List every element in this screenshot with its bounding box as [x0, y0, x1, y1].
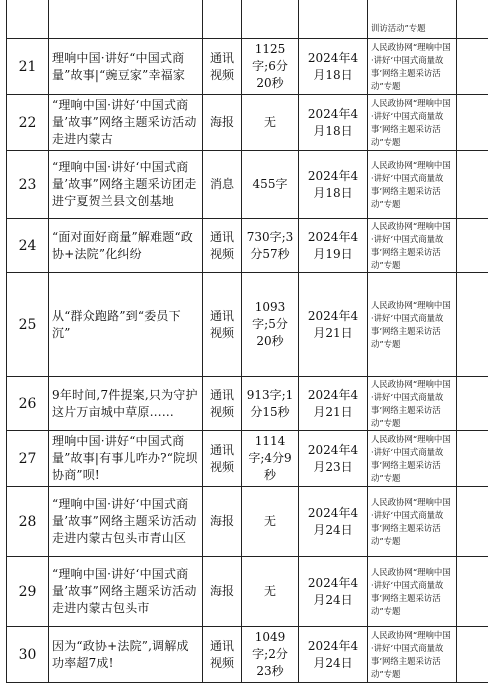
cell-no	[7, 0, 49, 39]
table-row	[7, 219, 488, 273]
cell-remark	[457, 219, 488, 273]
cell-no: 23	[7, 151, 49, 219]
cell-date: 2024年4月18日	[299, 151, 368, 219]
cell-no: 27	[7, 431, 49, 487]
cell-no: 30	[7, 627, 49, 683]
cell-column: 人民政协网“理响中国·讲好‘中国式商量故事’网络主题采访活动”专题	[368, 39, 457, 95]
cell-date: 2024年4月24日	[299, 627, 368, 683]
cell-remark	[457, 95, 488, 151]
table-row	[7, 273, 488, 377]
cell-remark	[457, 627, 488, 683]
table-row	[7, 431, 488, 487]
cell-column: 人民政协网“理响中国·讲好‘中国式商量故事’网络主题采访活动”专题	[368, 219, 457, 273]
cell-length: 无	[242, 487, 299, 557]
cell-type: 海报	[203, 487, 242, 557]
cell-no: 26	[7, 377, 49, 431]
cell-column: 人民政协网“理响中国·讲好‘中国式商量故事’网络主题采访活动”专题	[368, 273, 457, 377]
cell-remark	[457, 487, 488, 557]
cell-type: 通讯视频	[203, 39, 242, 95]
cell-column: 人民政协网“理响中国·讲好‘中国式商量故事’网络主题采访活动”专题	[368, 377, 457, 431]
cell-title: “理响中国·讲好‘中国式商量’故事”网络主题采访活动走进内蒙古	[49, 95, 203, 151]
cell-column: 人民政协网“理响中国·讲好‘中国式商量故事’网络主题采访活动”专题	[368, 95, 457, 151]
cell-date: 2024年4月21日	[299, 377, 368, 431]
cell-length: 913字;1分15秒	[242, 377, 299, 431]
cell-type: 通讯视频	[203, 273, 242, 377]
cell-type: 海报	[203, 95, 242, 151]
cell-type: 通讯视频	[203, 627, 242, 683]
cell-remark	[457, 377, 488, 431]
cell-title: “理响中国·讲好‘中国式商量’故事”网络主题采访活动走进内蒙古包头市	[49, 557, 203, 627]
table-row	[7, 627, 488, 683]
cell-date: 2024年4月24日	[299, 557, 368, 627]
cell-title: 从“群众跑路”到“委员下沉”	[49, 273, 203, 377]
cell-type	[203, 0, 242, 39]
cell-no: 25	[7, 273, 49, 377]
cell-length: 1093字;5分20秒	[242, 273, 299, 377]
cell-remark	[457, 431, 488, 487]
cell-title	[49, 0, 203, 39]
table-row	[7, 557, 488, 627]
cell-date: 2024年4月21日	[299, 273, 368, 377]
cell-column: 人民政协网“理响中国·讲好‘中国式商量故事’网络主题采访活动”专题	[368, 487, 457, 557]
cell-title: 理响中国·讲好“中国式商量”故事|“豌豆家”幸福家	[49, 39, 203, 95]
works-table	[6, 0, 488, 683]
cell-type: 通讯视频	[203, 431, 242, 487]
cell-length: 455字	[242, 151, 299, 219]
cell-no: 28	[7, 487, 49, 557]
cell-title: 因为“政协+法院”,调解成功率超7成!	[49, 627, 203, 683]
table-row	[7, 487, 488, 557]
cell-column: 人民政协网“理响中国·讲好‘中国式商量故事’网络主题采访活动”专题	[368, 431, 457, 487]
cell-date: 2024年4月23日	[299, 431, 368, 487]
cell-no: 22	[7, 95, 49, 151]
cell-length	[242, 0, 299, 39]
cell-remark	[457, 151, 488, 219]
cell-title: 理响中国·讲好“中国式商量”故事|有事儿咋办?“院坝协商”呗!	[49, 431, 203, 487]
table-row-partial	[7, 0, 488, 39]
cell-length: 无	[242, 557, 299, 627]
cell-no: 21	[7, 39, 49, 95]
cell-date: 2024年4月18日	[299, 39, 368, 95]
cell-date	[299, 0, 368, 39]
cell-no: 29	[7, 557, 49, 627]
cell-type: 海报	[203, 557, 242, 627]
cell-column: 训访活动”专题	[368, 0, 457, 39]
cell-date: 2024年4月18日	[299, 95, 368, 151]
cell-length: 1114字;4分9秒	[242, 431, 299, 487]
cell-column: 人民政协网“理响中国·讲好‘中国式商量故事’网络主题采访活动”专题	[368, 557, 457, 627]
cell-title: “理响中国·讲好‘中国式商量’故事”网络主题采访团走进宁夏贺兰县文创基地	[49, 151, 203, 219]
table-row	[7, 95, 488, 151]
table-row	[7, 377, 488, 431]
cell-length: 1125字;6分20秒	[242, 39, 299, 95]
cell-remark	[457, 39, 488, 95]
cell-no: 24	[7, 219, 49, 273]
cell-title: 9年时间,7件提案,只为守护这片万亩城中草原……	[49, 377, 203, 431]
cell-date: 2024年4月19日	[299, 219, 368, 273]
cell-date: 2024年4月24日	[299, 487, 368, 557]
cell-title: “面对面好商量”解难题“政协+法院”化纠纷	[49, 219, 203, 273]
table-row	[7, 151, 488, 219]
cell-length: 1049字;2分23秒	[242, 627, 299, 683]
cell-remark	[457, 273, 488, 377]
cell-length: 730字;3分57秒	[242, 219, 299, 273]
cell-column: 人民政协网“理响中国·讲好‘中国式商量故事’网络主题采访活动”专题	[368, 627, 457, 683]
cell-remark	[457, 0, 488, 39]
cell-type: 通讯视频	[203, 219, 242, 273]
table-row	[7, 39, 488, 95]
cell-title: “理响中国·讲好‘中国式商量’故事”网络主题采访活动走进内蒙古包头市青山区	[49, 487, 203, 557]
cell-type: 消息	[203, 151, 242, 219]
cell-length: 无	[242, 95, 299, 151]
cell-type: 通讯视频	[203, 377, 242, 431]
cell-column: 人民政协网“理响中国·讲好‘中国式商量故事’网络主题采访活动”专题	[368, 151, 457, 219]
cell-remark	[457, 557, 488, 627]
